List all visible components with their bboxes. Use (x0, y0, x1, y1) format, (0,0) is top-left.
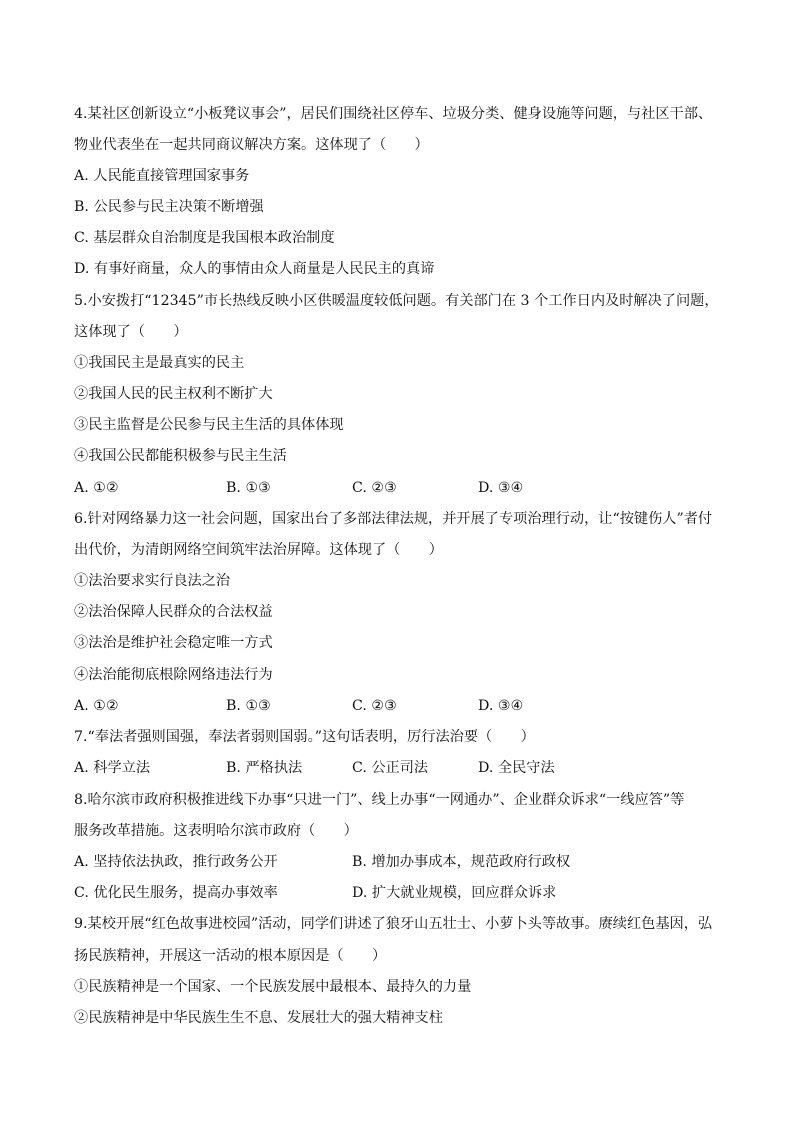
question-5-stem-line-1: 5.小安拨打“12345”市长热线反映小区供暖温度较低问题。有关部门在 3 个工作日内及时解决了问题， (74, 293, 719, 309)
question-6-statement-2: ②法治保障人民群众的合法权益 (74, 604, 273, 620)
question-5-option-d: D. ③④ (478, 480, 524, 496)
question-8-option-d: D. 扩大就业规模，回应群众诉求 (352, 885, 557, 901)
question-5-statement-3: ③民主监督是公民参与民主生活的具体体现 (74, 417, 344, 433)
question-6-option-d: D. ③④ (478, 698, 524, 714)
question-8-option-b: B. 增加办事成本，规范政府行政权 (352, 854, 571, 870)
question-9-stem-line-1: 9.某校开展“红色故事进校园”活动，同学们讲述了狼牙山五壮士、小萝卜头等故事。赓续红色基因，弘 (74, 916, 713, 932)
question-6-option-a: A. ①② (74, 698, 119, 714)
question-4-stem-line-1: 4.某社区创新设立“小板凳议事会”，居民们围绕社区停车、垃圾分类、健身设施等问题，与社区干部、 (74, 106, 713, 122)
question-7-option-c: C. 公正司法 (352, 760, 429, 776)
question-6-option-c: C. ②③ (352, 698, 397, 714)
question-6-statement-3: ③法治是维护社会稳定唯一方式 (74, 635, 273, 651)
question-4-option-c: C. 基层群众自治制度是我国根本政治制度 (74, 230, 335, 246)
question-7-option-b: B. 严格执法 (226, 760, 303, 776)
question-6-stem-line-1: 6.针对网络暴力这一社会问题，国家出台了多部法律法规，并开展了专项治理行动，让“按键伤人”者付 (74, 511, 713, 527)
question-5-option-a: A. ①② (74, 480, 119, 496)
question-5-statement-2: ②我国人民的民主权利不断扩大 (74, 386, 273, 402)
question-8-option-a: A. 坚持依法执政，推行政务公开 (74, 854, 278, 870)
question-5-statement-1: ①我国民主是最真实的民主 (74, 355, 245, 371)
question-6-option-b: B. ①③ (226, 698, 271, 714)
question-4-option-a: A. 人民能直接管理国家事务 (74, 168, 250, 184)
question-5-option-b: B. ①③ (226, 480, 271, 496)
question-9-statement-2: ②民族精神是中华民族生生不息、发展壮大的强大精神支柱 (74, 1010, 443, 1026)
question-9-statement-1: ①民族精神是一个国家、一个民族发展中最根本、最持久的力量 (74, 979, 472, 995)
question-7-option-d: D. 全民守法 (478, 760, 555, 776)
question-7-option-a: A. 科学立法 (74, 760, 151, 776)
question-4-option-d: D. 有事好商量，众人的事情由众人商量是人民民主的真谛 (74, 261, 435, 277)
question-4-option-b: B. 公民参与民主决策不断增强 (74, 199, 264, 215)
question-5-option-c: C. ②③ (352, 480, 397, 496)
question-8-stem-line-2: 服务改革措施。这表明哈尔滨市政府（ ） (74, 823, 358, 839)
question-8-option-c: C. 优化民生服务，提高办事效率 (74, 885, 278, 901)
question-4-stem-line-2: 物业代表坐在一起共同商议解决方案。这体现了（ ） (74, 137, 429, 153)
question-9-stem-line-2: 扬民族精神，开展这一活动的根本原因是（ ） (74, 948, 387, 964)
question-5-statement-4: ④我国公民都能积极参与民主生活 (74, 448, 287, 464)
question-7-stem: 7.“奉法者强则国强，奉法者弱则国弱。”这句话表明，厉行法治要（ ） (74, 729, 535, 745)
question-6-statement-1: ①法治要求实行良法之治 (74, 573, 231, 589)
question-8-stem-line-1: 8.哈尔滨市政府积极推进线下办事“只进一门”、线上办事“一网通办”、企业群众诉求“一线应答”等 (74, 792, 685, 808)
question-5-stem-line-2: 这体现了（ ） (74, 324, 188, 340)
question-6-stem-line-2: 出代价，为清朗网络空间筑牢法治屏障。这体现了（ ） (74, 542, 443, 558)
question-6-statement-4: ④法治能彻底根除网络违法行为 (74, 667, 273, 683)
